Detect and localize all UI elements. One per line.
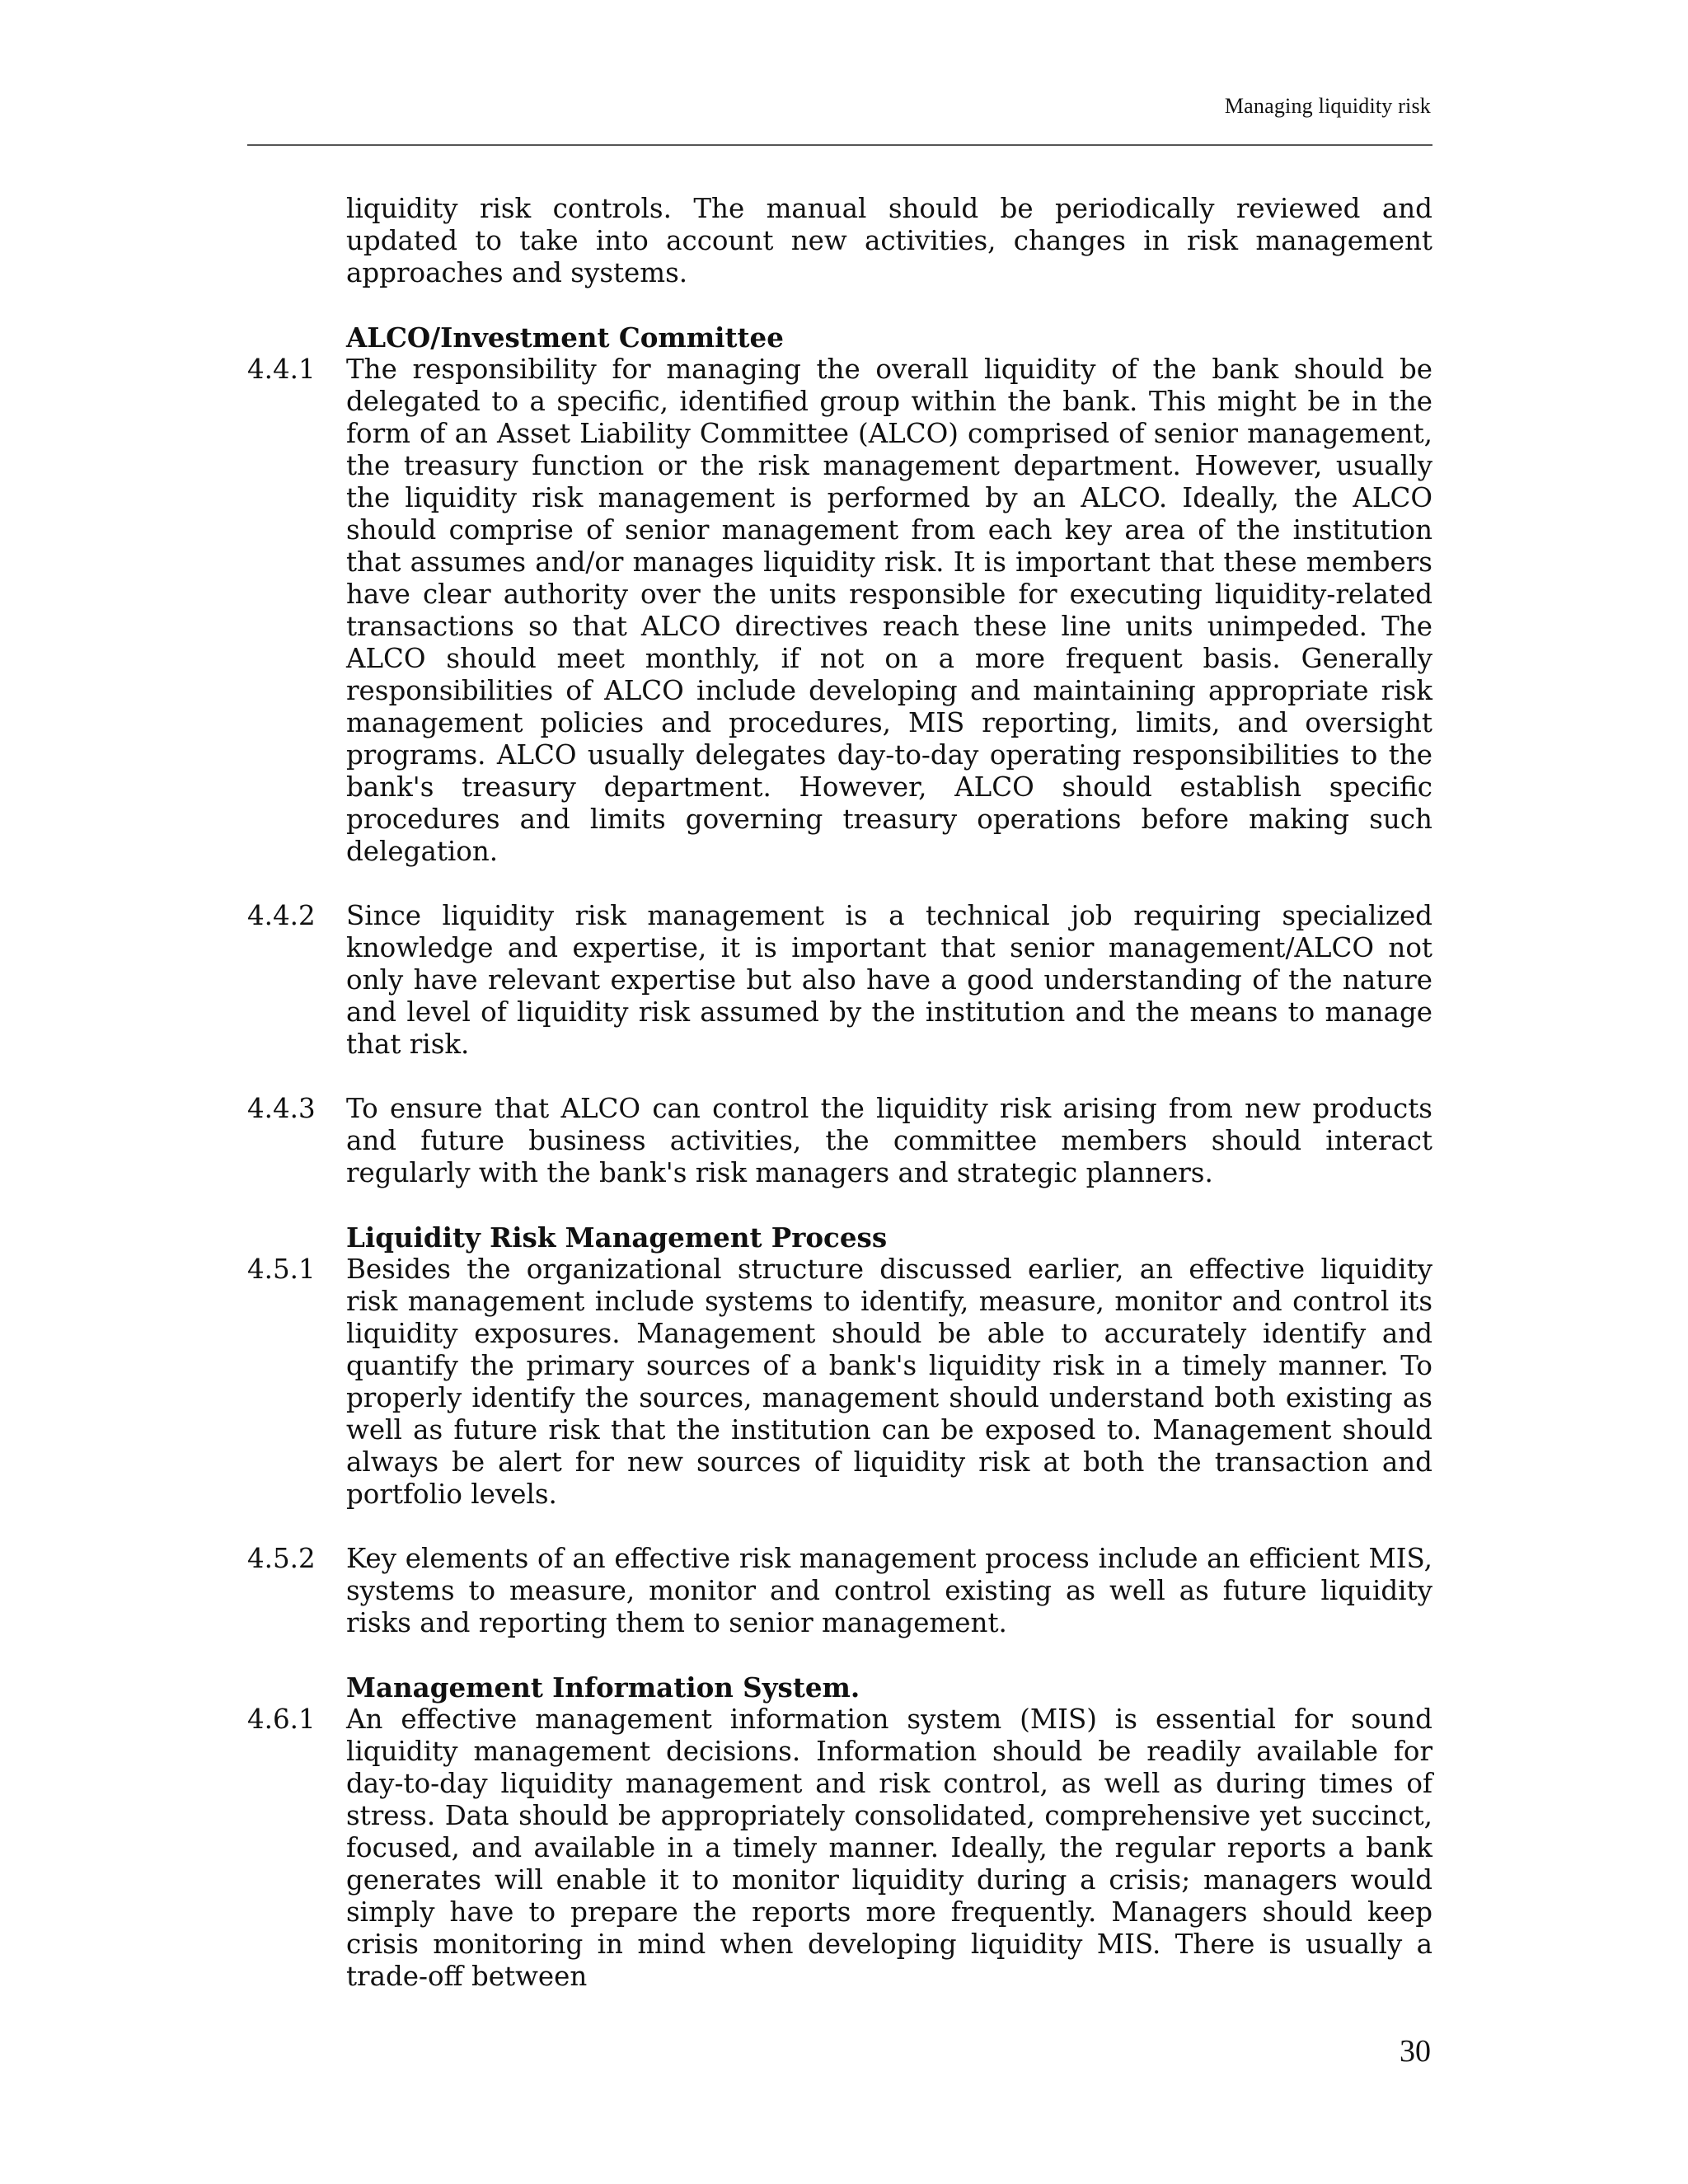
section-heading-mis: Management Information System. [346,1671,860,1704]
paragraph-4-6-1 [247,1704,1432,1993]
paragraph-number: 4.5.2 [247,1543,316,1574]
paragraph-number: 4.4.3 [247,1093,316,1124]
paragraph-text: To ensure that ALCO can control the liquidity risk arising from new products and future business activities, the committee members should interact regularly with the bank's risk managers and strategic planners. [346,1093,1432,1188]
page-content [247,193,1432,1993]
paragraph-4-5-1 [247,1254,1432,1511]
paragraph-4-5-2 [247,1543,1432,1639]
process-section [247,1221,1432,1254]
paragraph-number: 4.4.2 [247,900,316,931]
paragraph-4-4-1 [247,354,1432,868]
section-heading-process: Liquidity Risk Management Process [346,1221,888,1254]
paragraph-text: The responsibility for managing the overall liquidity of the bank should be delegated to a specific, identified group within the bank. This might be in the form of an Asset Liability Committee (ALCO) comprised of senior management, the treasury function or the risk management department. However, usually the liquidity risk management is performed by an ALCO. Ideally, the ALCO should comprise of senior management from each key area of the institution that assumes and/or manages liquidity risk. It is important that these members have clear authority over the units responsible for executing liquidity-related transactions so that ALCO directives reach these line units unimpeded. The ALCO should meet monthly, if not on a more frequent basis. Generally responsibilities of ALCO include developing and maintaining appropriate risk management policies and procedures, MIS reporting, limits, and oversight programs. ALCO usually delegates day-to-day operating responsibilities to the bank's treasury department. However, ALCO should establish specific procedures and limits governing treasury operations before making such delegation. [346,354,1432,867]
mis-section [247,1671,1432,1704]
intro-paragraph: liquidity risk controls. The manual should be periodically reviewed and updated to take into account new activities, changes in risk management approaches and systems. [346,193,1432,288]
paragraph-text: An effective management information system (MIS) is essential for sound liquidity management decisions. Information should be readily available for day-to-day liquidity management and risk control, as well as during times of stress. Data should be appropriately consolidated, comprehensive yet succinct, focused, and available in a timely manner. Ideally, the regular reports a bank generates will enable it to monitor liquidity during a crisis; managers would simply have to prepare the reports more frequently. Managers should keep crisis monitoring in mind when developing liquidity MIS. There is usually a trade-off between [346,1704,1432,1992]
paragraph-4-4-3 [247,1093,1432,1189]
running-header: Managing liquidity risk [1224,94,1431,118]
paragraph-number: 4.4.1 [247,354,316,385]
alco-section [247,321,1432,354]
page-number: 30 [1400,2034,1431,2069]
section-heading-alco: ALCO/Investment Committee [346,321,784,354]
intro-paragraph-block [247,193,1432,289]
paragraph-text: Since liquidity risk management is a technical job requiring specialized knowledge and expertise, it is important that senior management/ALCO not only have relevant expertise but also have a good understanding of the nature and level of liquidity risk assumed by the institution and the means to manage that risk. [346,900,1432,1060]
paragraph-number: 4.6.1 [247,1704,316,1735]
paragraph-number: 4.5.1 [247,1254,316,1285]
paragraph-text: Besides the organizational structure discussed earlier, an effective liquidity risk management include systems to identify, measure, monitor and control its liquidity exposures. Management should be able to accurately identify and quantify the primary sources of a bank's liquidity risk in a timely manner. To properly identify the sources, management should understand both existing as well as future risk that the institution can be exposed to. Management should always be alert for new sources of liquidity risk at both the transaction and portfolio levels. [346,1254,1432,1510]
paragraph-text: Key elements of an effective risk management process include an efficient MIS, systems to measure, monitor and control existing as well as future liquidity risks and reporting them to senior management. [346,1543,1432,1638]
header-rule [247,144,1432,146]
paragraph-4-4-2 [247,900,1432,1061]
